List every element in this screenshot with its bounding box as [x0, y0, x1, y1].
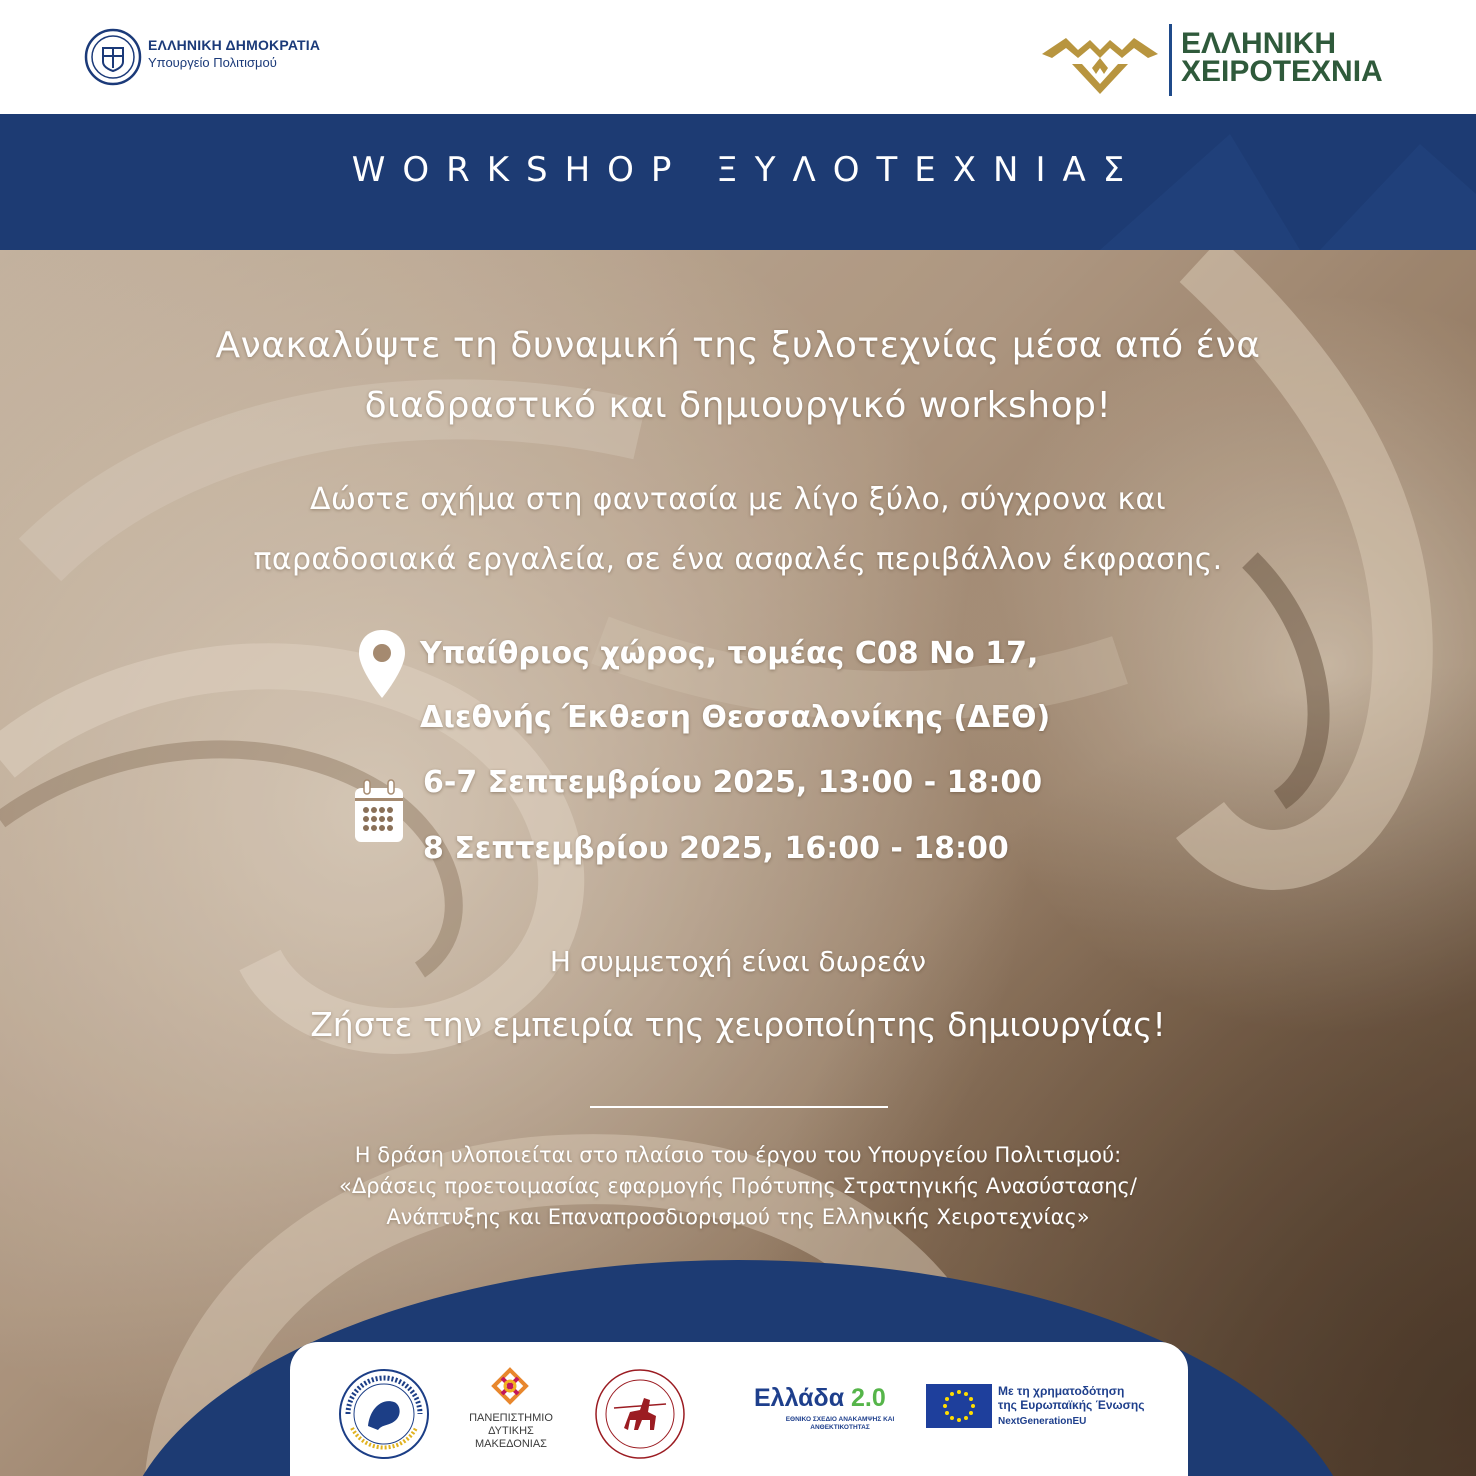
greece-2-0-subtitle: ΕΘΝΙΚΟ ΣΧΕΔΙΟ ΑΝΑΚΑΜΨΗΣ ΚΑΙ ΑΝΘΕΚΤΙΚΟΤΗΤΑΣ [785, 1416, 895, 1431]
intro-line-2: διαδραστικό και δημιουργικό workshop! [364, 385, 1112, 426]
brand-divider [1169, 24, 1172, 96]
uowm-knot-logo-icon [490, 1366, 530, 1406]
free-participation-text: Η συμμετοχή είναι δωρεάν [549, 945, 927, 978]
ministry-text-block [148, 36, 320, 72]
greek-republic-emblem-icon [84, 28, 142, 86]
footnote-line-2: «Δράσεις προετοιμασίας εφαρμογής Πρότυπης Στρατηγικής Ανασύστασης/ [339, 1174, 1137, 1198]
footnote-line-3: Ανάπτυξης και Επαναπροσδιορισμού της Ελληνικής Χειροτεχνίας» [386, 1205, 1090, 1229]
university-west-attica-logo-icon [338, 1368, 430, 1460]
page-title: WORKSHOP ΞΥΛΟΤΕΧΝΙΑΣ [351, 150, 1142, 190]
intro-line-1: Ανακαλύψτε τη δυναμική της ξυλοτεχνίας μέσα από ένα [215, 325, 1261, 366]
eu-funding-text [998, 1384, 1144, 1429]
eu-flag-icon [926, 1384, 992, 1428]
divider-line [590, 1106, 888, 1108]
footnote-line-1: Η δράση υλοποιείται στο πλαίσιο του έργου του Υπουργείου Πολιτισμού: [354, 1143, 1122, 1167]
schedule-line-1: 6-7 Σεπτεμβρίου 2025, 13:00 - 18:00 [423, 765, 1043, 800]
experience-text: Ζήστε την εμπειρία της χειροποίητης δημιουργίας! [310, 1005, 1166, 1044]
eu-line-1: Με τη χρηματοδότηση [998, 1384, 1125, 1398]
footnote-text [0, 1140, 1476, 1233]
greece-2-0-word: Ελλάδα [754, 1384, 845, 1412]
greece-2-0-number: 2.0 [851, 1384, 886, 1412]
subtitle-line-1: Δώστε σχήμα στη φαντασία με λίγο ξύλο, σύγχρονα και [310, 482, 1166, 517]
university-thessaly-seal-icon [594, 1368, 686, 1460]
schedule-text [423, 750, 1042, 882]
calendar-icon [352, 778, 406, 846]
intro-text [0, 316, 1476, 436]
location-pin-icon [356, 628, 408, 700]
eu-line-3: NextGenerationEU [998, 1416, 1087, 1427]
eu-line-2: της Ευρωπαϊκής Ένωσης [998, 1398, 1145, 1412]
greece-2-0-logo [754, 1384, 886, 1413]
uowm-label: ΠΑΝΕΠΙΣΤΗΜΙΟ ΔΥΤΙΚΗΣ ΜΑΚΕΔΟΝΙΑΣ [469, 1412, 553, 1450]
schedule-line-2: 8 Σεπτεμβρίου 2025, 16:00 - 18:00 [423, 831, 1009, 866]
ministry-label: Υπουργείο Πολιτισμού [148, 55, 277, 70]
brand-wordmark [1181, 27, 1383, 88]
location-line-2: Διεθνής Έκθεση Θεσσαλονίκης (ΔΕΘ) [420, 700, 1051, 735]
republic-label: ΕΛΛΗΝΙΚΗ ΔΗΜΟΚΡΑΤΙΑ [148, 37, 321, 53]
subtitle-line-2: παραδοσιακά εργαλεία, σε ένα ασφαλές περιβάλλον έκφρασης. [253, 542, 1223, 577]
location-line-1: Υπαίθριος χώρος, τομέας C08 No 17, [420, 636, 1039, 671]
location-text [420, 622, 1050, 750]
brand-line-2: ΧΕΙΡΟΤΕΧΝΙΑ [1181, 55, 1383, 88]
brand-line-1: ΕΛΛΗΝΙΚΗ [1181, 27, 1337, 60]
subtitle-text [0, 470, 1476, 590]
greek-handicraft-logo-icon [1038, 24, 1162, 96]
